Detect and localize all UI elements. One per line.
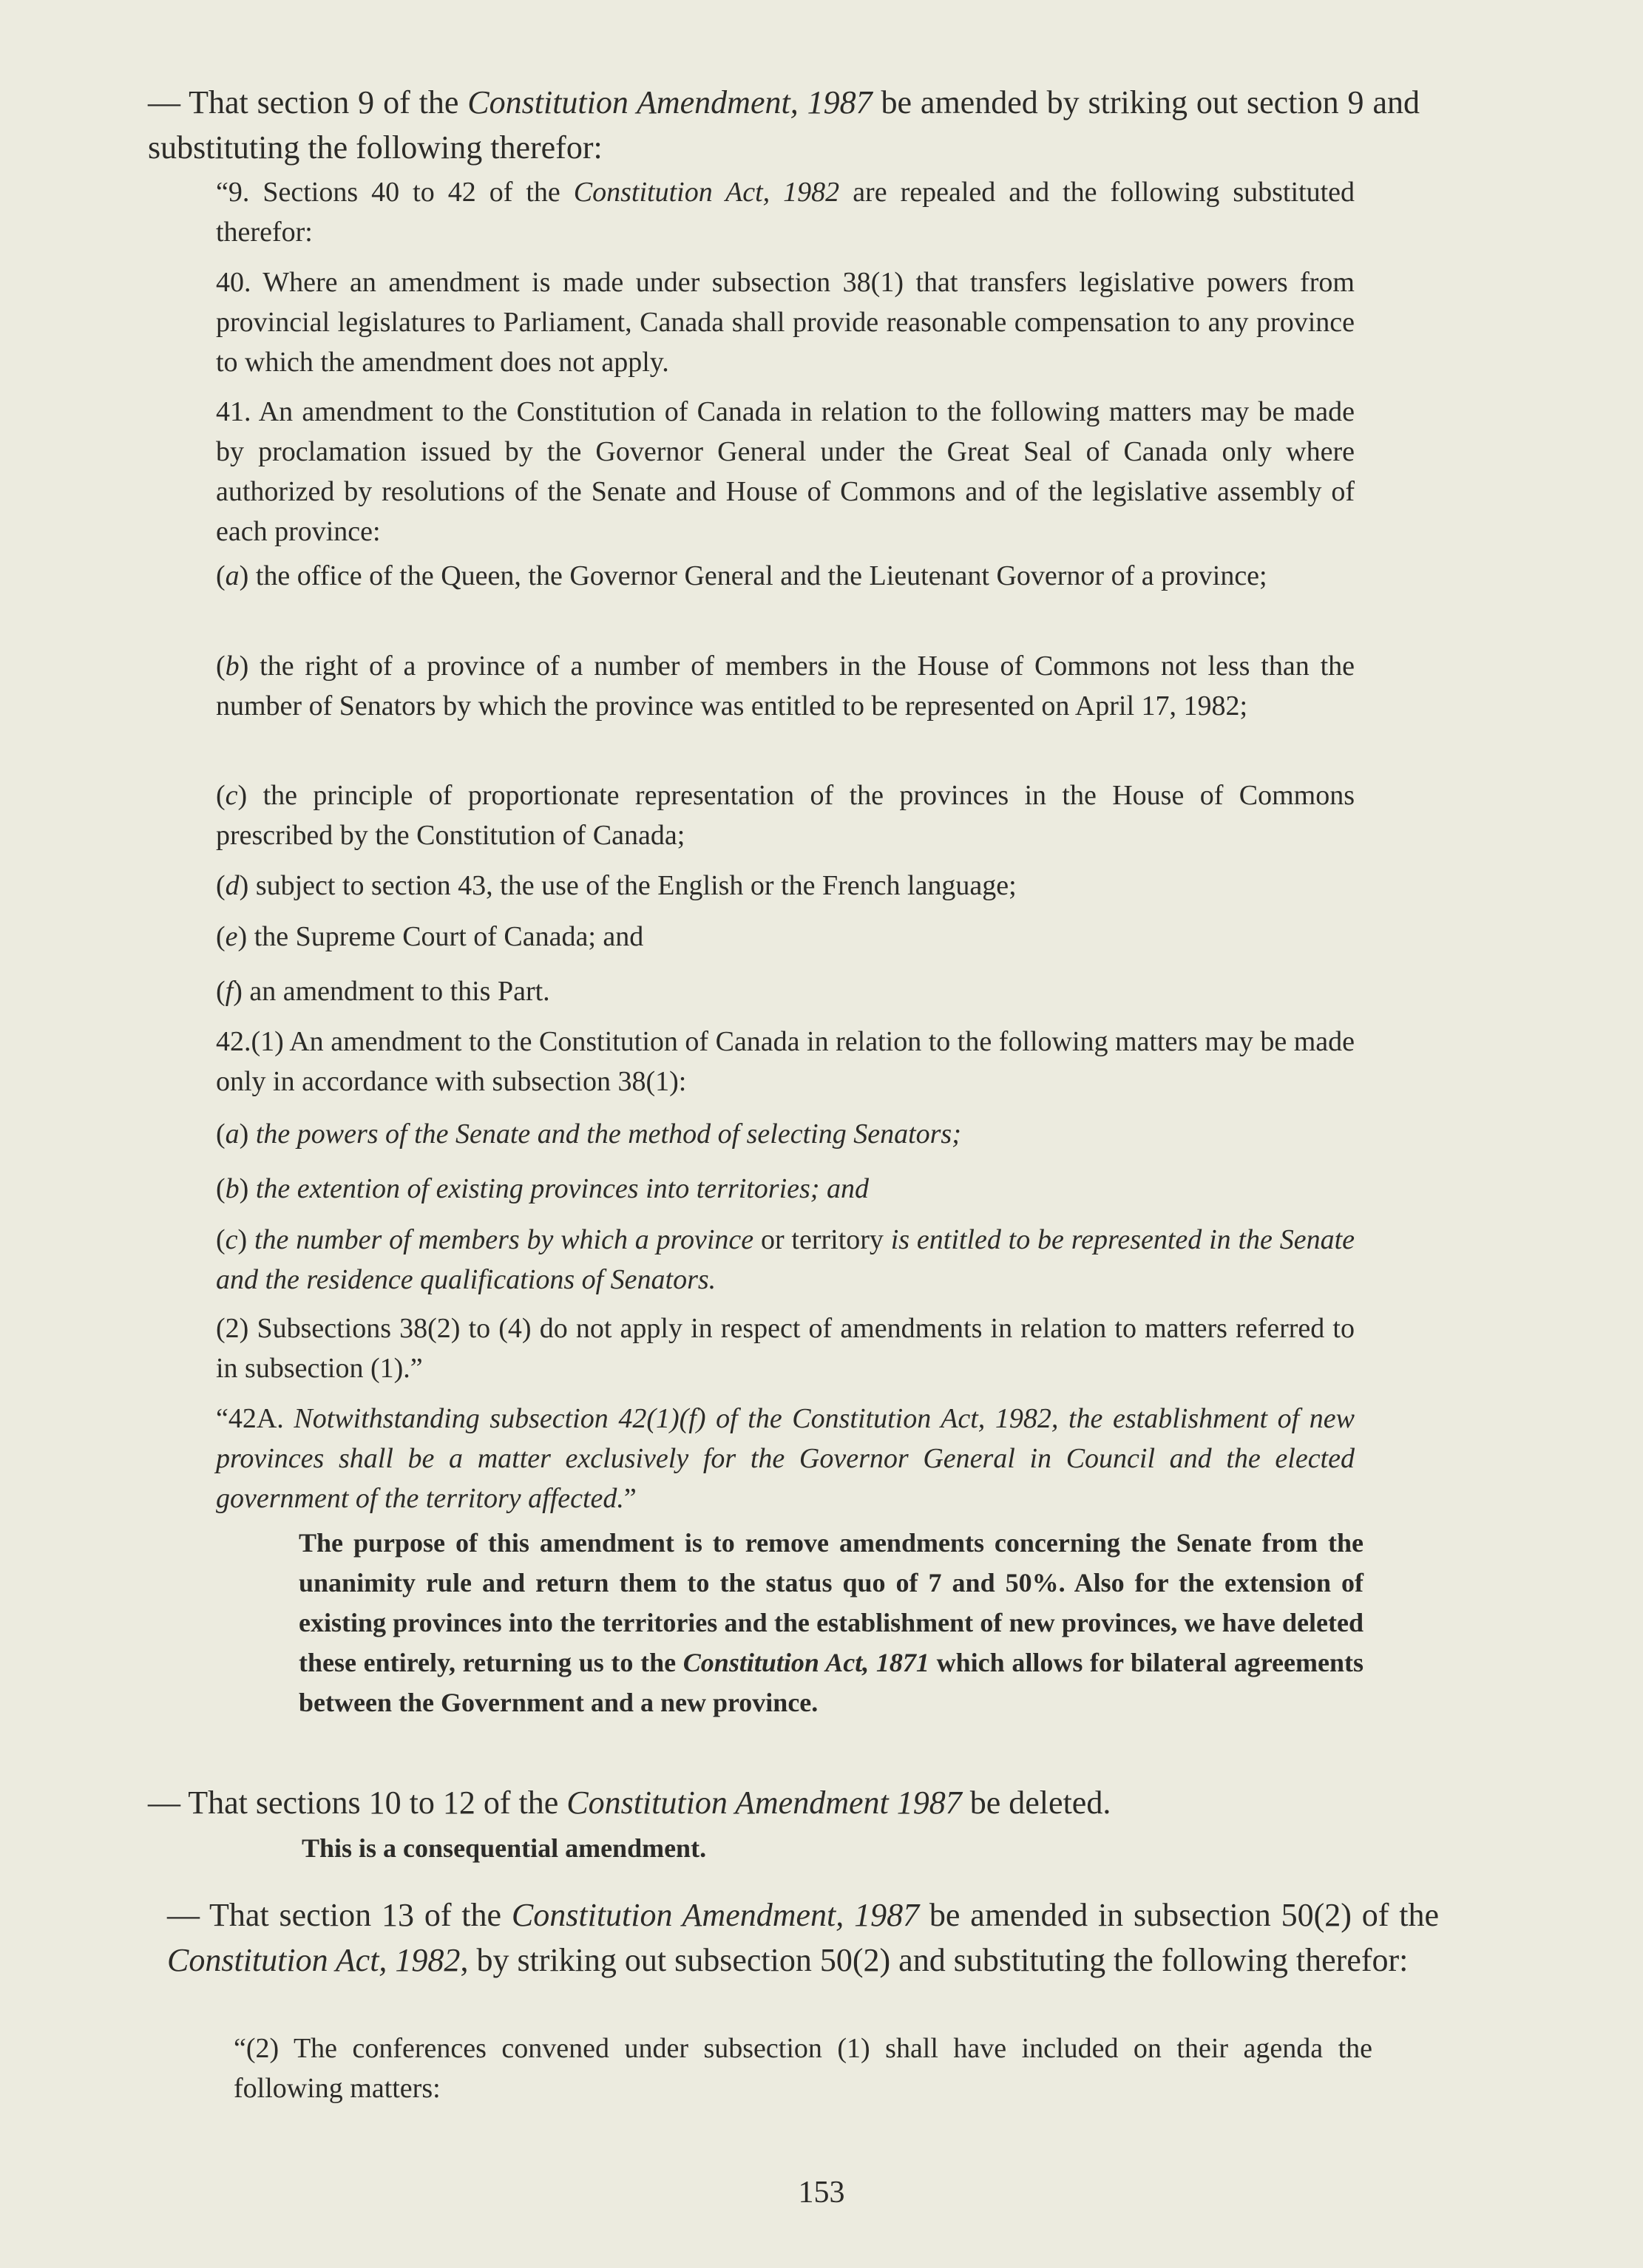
quoted-section-9: “9. Sections 40 to 42 of the Constitution Act, 1982 are repealed and the following substituted therefor:: [216, 177, 1355, 248]
quoted-subsection-50-2: “(2) The conferences convened under subsection (1) shall have included on their agenda the following matters:: [234, 2033, 1372, 2104]
quoted-section-40: 40. Where an amendment is made under subsection 38(1) that transfers legislative powers from provincial legislatures to Parliament, Canada shall provide reasonable compensation to any province to which the amendment does not apply.: [216, 267, 1355, 378]
explanatory-note-senate: The purpose of this amendment is to remove amendments concerning the Senate from the unanimity rule and return them to the status quo of 7 and 50%. Also for the extension of existing provinces into the territories and the establishment of new provinces, we have deleted these entirely, returning us to the Constitution Act, 1871 which allows for bilateral agreements between the Government and a new province.: [299, 1528, 1363, 1717]
quoted-section-42-2: (2) Subsections 38(2) to (4) do not apply in respect of amendments in relation to matters referred to in subsection (1).”: [216, 1313, 1355, 1384]
section-41-para-e: (e) the Supreme Court of Canada; and: [216, 921, 644, 952]
section-41-para-f: (f) an amendment to this Part.: [216, 976, 550, 1007]
quoted-section-41: 41. An amendment to the Constitution of Canada in relation to the following matters may be made by proclamation issued by the Governor General under the Great Seal of Canada only where authorized by resolutions of the Senate and House of Commons and of the legislative assembly of each province:: [216, 396, 1355, 547]
section-41-para-c: (c) the principle of proportionate representation of the provinces in the House of Commons prescribed by the Constitution of Canada;: [216, 780, 1355, 851]
section-42-para-c: (c) the number of members by which a province or territory is entitled to be represented in the Senate and the residence qualifications of Senators.: [216, 1224, 1355, 1295]
section-41-para-b: (b) the right of a province of a number of members in the House of Commons not less than the number of Senators by which the province was entitled to be represented on April 17, 1982;: [216, 651, 1355, 722]
section-41-para-d: (d) subject to section 43, the use of the English or the French language;: [216, 870, 1017, 901]
quoted-section-42-1: 42.(1) An amendment to the Constitution of Canada in relation to the following matters may be made only in accordance with subsection 38(1):: [216, 1026, 1355, 1097]
amendment-section-9: — That section 9 of the Constitution Amendment, 1987 be amended by striking out section 9 and substituting the following therefor:: [148, 84, 1420, 166]
section-42-para-a: (a) the powers of the Senate and the method of selecting Senators;: [216, 1118, 961, 1150]
section-41-para-a: (a) the office of the Queen, the Governor General and the Lieutenant Governor of a province;: [216, 560, 1267, 591]
amendment-sections-10-12: — That sections 10 to 12 of the Constitution Amendment 1987 be deleted.: [148, 1785, 1111, 1821]
explanatory-note-consequential: This is a consequential amendment.: [302, 1833, 707, 1863]
section-42-para-b: (b) the extention of existing provinces into territories; and: [216, 1173, 869, 1204]
page-number: 153: [798, 2176, 845, 2210]
quoted-section-42A: “42A. Notwithstanding subsection 42(1)(f) of the Constitution Act, 1982, the establishment of new provinces shall be a matter exclusively for the Governor General in Council and the elected government of the territory affected.”: [216, 1403, 1355, 1514]
amendment-section-13: — That section 13 of the Constitution Amendment, 1987 be amended in subsection 50(2) of the Constitution Act, 1982, by striking out subsection 50(2) and substituting the following therefor:: [167, 1897, 1439, 1978]
